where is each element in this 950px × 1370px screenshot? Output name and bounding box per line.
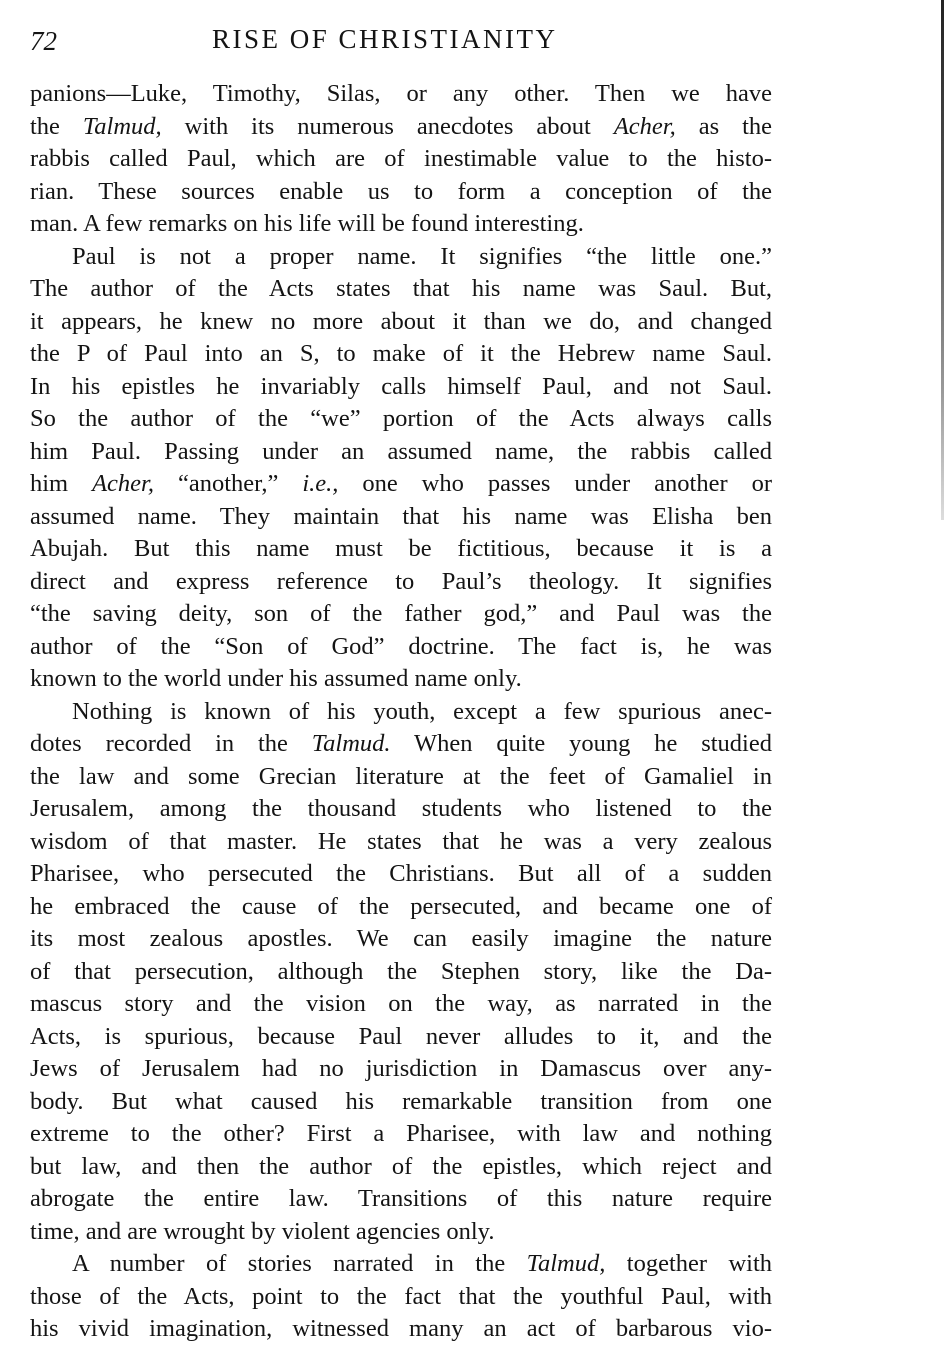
- text-line: Pharisee, who persecuted the Christians. But all of a sudden: [30, 860, 772, 887]
- text-line: dotes recorded in the Talmud. When quite young he studied: [30, 730, 772, 757]
- text-line: him Acher, “another,” i.e., one who passes under another or: [30, 470, 773, 497]
- text-line: author of the “Son of God” doctrine. The fact is, he was: [30, 632, 772, 660]
- text-line: known to the world under his assumed name only.: [30, 665, 522, 692]
- text-line: it appears, he knew no more about it than we do, and changed: [30, 307, 772, 335]
- text-line: “the saving deity, son of the father god,” and Paul was the: [30, 600, 772, 627]
- text-line: but law, and then the author of the epistles, which reject and: [30, 1152, 772, 1180]
- text-line: time, and are wrought by violent agencies only.: [30, 1217, 495, 1245]
- text-line: abrogate the entire law. Transitions of this nature require: [30, 1185, 772, 1212]
- text-line: the P of Paul into an S, to make of it the Hebrew name Saul.: [30, 340, 772, 367]
- text-line: of that persecution, although the Stephen story, like the Da-: [30, 957, 772, 985]
- text-line: So the author of the “we” portion of the Acts always calls: [30, 405, 772, 432]
- paragraph-start: Paul is not a proper name. It signifies “the little one.”: [72, 242, 772, 270]
- scan-edge-shadow: [941, 0, 944, 520]
- text-line: wisdom of that master. He states that he was a very zealous: [30, 827, 772, 855]
- running-title: RISE OF CHRISTIANITY: [212, 24, 558, 54]
- text-line: he embraced the cause of the persecuted, and became one of: [30, 892, 772, 920]
- text-line: assumed name. They maintain that his name was Elisha ben: [30, 502, 772, 530]
- text-line: Jews of Jerusalem had no jurisdiction in Damascus over any-: [30, 1055, 772, 1082]
- page-number: 72: [30, 26, 57, 56]
- text-line: Jerusalem, among the thousand students who listened to the: [30, 795, 772, 822]
- text-line: those of the Acts, point to the fact that the youthful Paul, with: [30, 1282, 772, 1310]
- paragraph-start: A number of stories narrated in the Talmud, together with: [72, 1250, 773, 1277]
- text-line: its most zealous apostles. We can easily imagine the nature: [30, 925, 772, 952]
- text-line: In his epistles he invariably calls himself Paul, and not Saul.: [30, 372, 772, 400]
- text-line: the Talmud, with its numerous anecdotes about Acher, as the: [30, 112, 773, 140]
- text-line: him Paul. Passing under an assumed name, the rabbis called: [30, 437, 772, 465]
- text-line: mascus story and the vision on the way, as narrated in the: [30, 990, 772, 1017]
- text-line: panions—Luke, Timothy, Silas, or any other. Then we have: [30, 80, 772, 107]
- text-line: man. A few remarks on his life will be found interesting.: [30, 210, 584, 237]
- text-line: rian. These sources enable us to form a conception of the: [30, 177, 772, 205]
- paragraph-start: Nothing is known of his youth, except a few spurious anec-: [72, 697, 772, 725]
- text-line: rabbis called Paul, which are of inestimable value to the histo-: [30, 145, 772, 172]
- text-line: Abujah. But this name must be fictitious, because it is a: [30, 535, 772, 562]
- text-line: direct and express reference to Paul’s theology. It signifies: [30, 567, 772, 595]
- text-line: body. But what caused his remarkable transition from one: [30, 1087, 772, 1115]
- body-text: [30, 78, 772, 1346]
- text-line: his vivid imagination, witnessed many an act of barbarous vio-: [30, 1315, 772, 1342]
- text-line: The author of the Acts states that his name was Saul. But,: [30, 275, 772, 302]
- text-line: Acts, is spurious, because Paul never alludes to it, and the: [30, 1022, 772, 1050]
- text-line: the law and some Grecian literature at the feet of Gamaliel in: [30, 762, 772, 790]
- text-line: extreme to the other? First a Pharisee, with law and nothing: [30, 1120, 772, 1147]
